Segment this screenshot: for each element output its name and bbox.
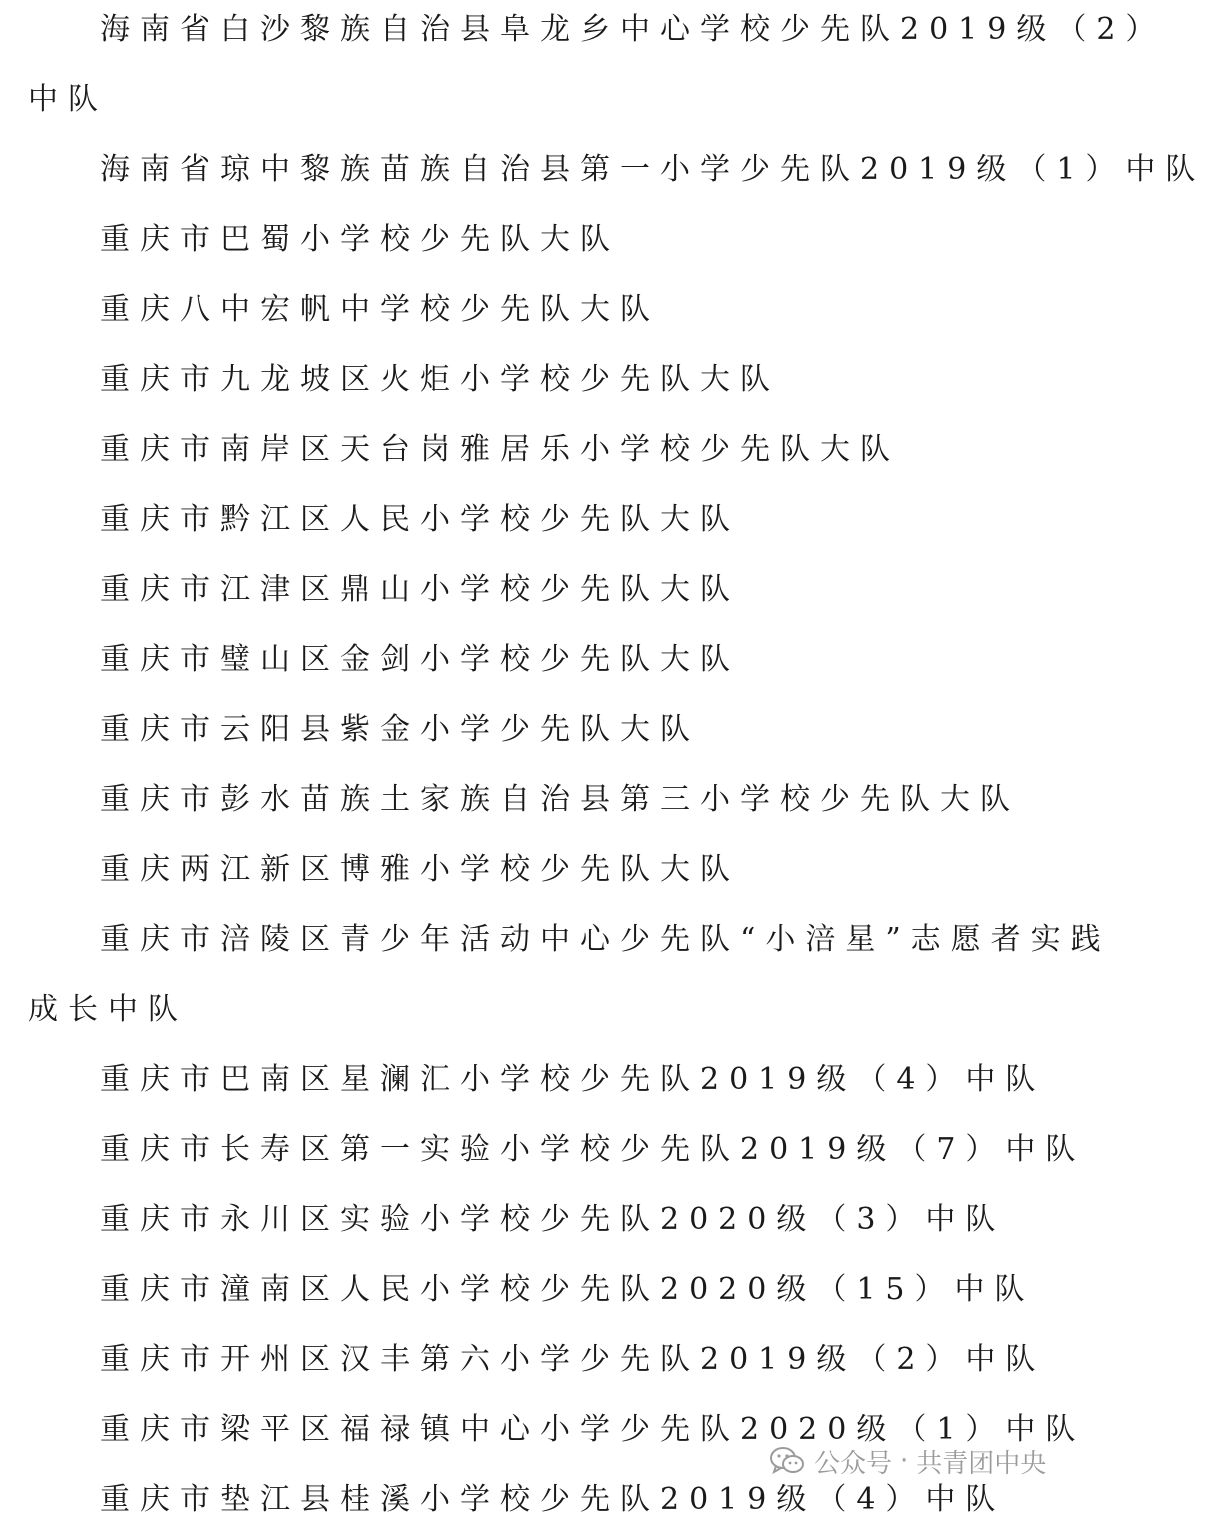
watermark-separator: · — [900, 1446, 909, 1476]
list-line: 重庆市潼南区人民小学校少先队2020级（15）中队 — [100, 1272, 1035, 1307]
list-line: 重庆市彭水苗族土家族自治县第三小学校少先队大队 — [100, 782, 1020, 817]
list-line: 重庆八中宏帆中学校少先队大队 — [100, 292, 660, 327]
list-line-continuation: 中队 — [28, 82, 108, 117]
list-line: 重庆市梁平区福禄镇中心小学少先队2020级（1）中队 — [100, 1412, 1086, 1447]
list-line: 重庆市云阳县紫金小学少先队大队 — [100, 712, 700, 747]
list-line: 重庆市南岸区天台岗雅居乐小学校少先队大队 — [100, 432, 900, 467]
list-line: 重庆市江津区鼎山小学校少先队大队 — [100, 572, 740, 607]
watermark-label: 公众号 — [814, 1448, 893, 1479]
list-line: 重庆市长寿区第一实验小学校少先队2019级（7）中队 — [100, 1132, 1086, 1167]
list-line: 重庆市巴蜀小学校少先队大队 — [100, 222, 620, 257]
watermark-account: 共青团中央 — [916, 1448, 1047, 1479]
list-line: 重庆市永川区实验小学校少先队2020级（3）中队 — [100, 1202, 1006, 1237]
list-line: 重庆市开州区汉丰第六小学少先队2019级（2）中队 — [100, 1342, 1046, 1377]
list-line: 重庆市巴南区星澜汇小学校少先队2019级（4）中队 — [100, 1062, 1046, 1097]
list-line: 海南省琼中黎族苗族自治县第一小学少先队2019级（1）中队 — [100, 152, 1205, 187]
list-line: 重庆市垫江县桂溪小学校少先队2019级（4）中队 — [100, 1482, 1006, 1517]
list-line-continuation: 成长中队 — [28, 992, 188, 1027]
wechat-watermark — [770, 1436, 1046, 1486]
wechat-icon — [770, 1446, 804, 1476]
list-line: 海南省白沙黎族自治县阜龙乡中心学校少先队2019级（2） — [100, 12, 1166, 47]
list-line: 重庆市黔江区人民小学校少先队大队 — [100, 502, 740, 537]
list-line: 重庆市涪陵区青少年活动中心少先队“小涪星”志愿者实践 — [100, 922, 1111, 957]
list-line: 重庆市璧山区金剑小学校少先队大队 — [100, 642, 740, 677]
list-line: 重庆两江新区博雅小学校少先队大队 — [100, 852, 740, 887]
list-line: 重庆市九龙坡区火炬小学校少先队大队 — [100, 362, 780, 397]
